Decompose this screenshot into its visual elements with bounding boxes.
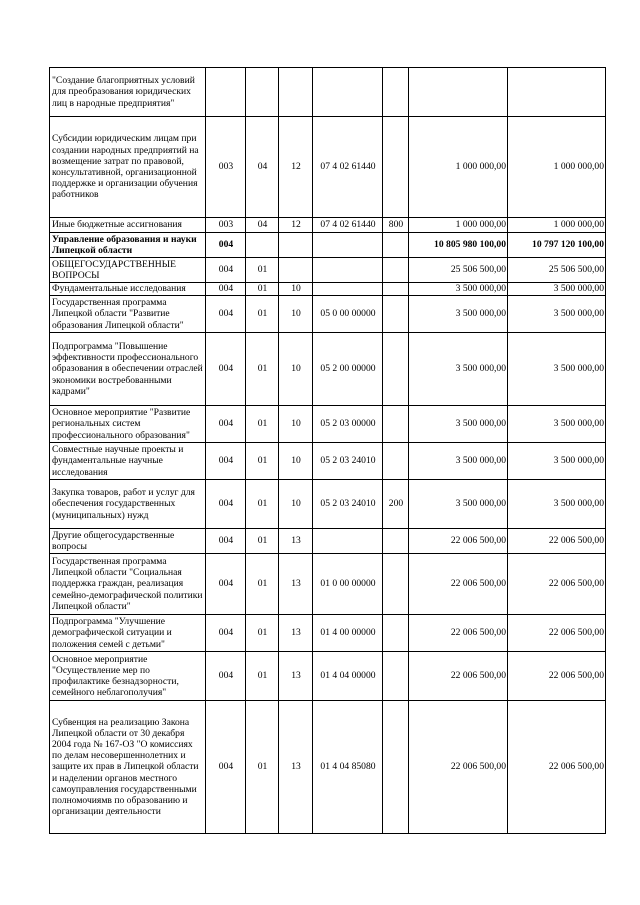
subsection-code-cell: 12 bbox=[279, 218, 313, 233]
amount-cell-1: 3 500 000,00 bbox=[409, 333, 508, 406]
amount-cell-2: 22 006 500,00 bbox=[508, 652, 606, 701]
ministry-code-cell: 004 bbox=[206, 652, 246, 701]
amount-cell-1: 22 006 500,00 bbox=[409, 554, 508, 615]
ministry-code-cell: 004 bbox=[206, 233, 246, 258]
target-article-cell: 07 4 02 61440 bbox=[313, 117, 383, 218]
subsection-code-cell: 13 bbox=[279, 652, 313, 701]
amount-cell-2: 22 006 500,00 bbox=[508, 529, 606, 554]
table-row bbox=[50, 258, 606, 283]
target-article-cell: 07 4 02 61440 bbox=[313, 218, 383, 233]
section-code-cell: 04 bbox=[246, 218, 279, 233]
target-article-cell: 05 2 00 00000 bbox=[313, 333, 383, 406]
subsection-code-cell: 12 bbox=[279, 117, 313, 218]
row-name-cell: "Создание благоприятных условий для преобразования юридических лиц в народные предприятия" bbox=[50, 68, 206, 117]
amount-cell-1: 22 006 500,00 bbox=[409, 701, 508, 834]
table-row bbox=[50, 333, 606, 406]
section-code-cell: 01 bbox=[246, 283, 279, 296]
section-code-cell: 01 bbox=[246, 615, 279, 652]
target-article-cell bbox=[313, 258, 383, 283]
amount-cell-2: 3 500 000,00 bbox=[508, 283, 606, 296]
target-article-cell: 05 2 03 24010 bbox=[313, 480, 383, 529]
target-article-cell bbox=[313, 233, 383, 258]
row-name-cell: Фундаментальные исследования bbox=[50, 283, 206, 296]
expense-type-cell bbox=[383, 701, 409, 834]
ministry-code-cell: 004 bbox=[206, 443, 246, 480]
ministry-code-cell: 003 bbox=[206, 218, 246, 233]
target-article-cell bbox=[313, 283, 383, 296]
expense-type-cell bbox=[383, 233, 409, 258]
table-row bbox=[50, 701, 606, 834]
table-row bbox=[50, 218, 606, 233]
table-row bbox=[50, 652, 606, 701]
amount-cell-1: 22 006 500,00 bbox=[409, 652, 508, 701]
target-article-cell bbox=[313, 68, 383, 117]
subsection-code-cell: 10 bbox=[279, 333, 313, 406]
section-code-cell: 01 bbox=[246, 554, 279, 615]
amount-cell-1: 1 000 000,00 bbox=[409, 117, 508, 218]
expense-type-cell bbox=[383, 283, 409, 296]
ministry-code-cell: 004 bbox=[206, 333, 246, 406]
subsection-code-cell: 13 bbox=[279, 701, 313, 834]
row-name-cell: Государственная программа Липецкой области "Развитие образования Липецкой области" bbox=[50, 296, 206, 333]
expense-type-cell bbox=[383, 529, 409, 554]
section-code-cell: 04 bbox=[246, 117, 279, 218]
ministry-code-cell: 004 bbox=[206, 529, 246, 554]
section-code-cell: 01 bbox=[246, 333, 279, 406]
table-row bbox=[50, 68, 606, 117]
row-name-cell: Другие общегосударственные вопросы bbox=[50, 529, 206, 554]
row-name-cell: Основное мероприятие "Осуществление мер по профилактике безнадзорности, семейного неблагополучия" bbox=[50, 652, 206, 701]
amount-cell-2: 22 006 500,00 bbox=[508, 701, 606, 834]
ministry-code-cell: 004 bbox=[206, 480, 246, 529]
table-row bbox=[50, 296, 606, 333]
expense-type-cell bbox=[383, 443, 409, 480]
target-article-cell: 05 2 03 00000 bbox=[313, 406, 383, 443]
section-code-cell: 01 bbox=[246, 529, 279, 554]
subsection-code-cell: 13 bbox=[279, 554, 313, 615]
amount-cell-1: 3 500 000,00 bbox=[409, 443, 508, 480]
budget-table bbox=[49, 67, 606, 834]
row-name-cell: Государственная программа Липецкой области "Социальная поддержка граждан, реализация семейно-демографической политики Липецкой области" bbox=[50, 554, 206, 615]
section-code-cell bbox=[246, 233, 279, 258]
subsection-code-cell: 10 bbox=[279, 406, 313, 443]
table-row bbox=[50, 529, 606, 554]
amount-cell-2: 10 797 120 100,00 bbox=[508, 233, 606, 258]
amount-cell-1: 3 500 000,00 bbox=[409, 406, 508, 443]
amount-cell-1: 10 805 980 100,00 bbox=[409, 233, 508, 258]
amount-cell-2: 3 500 000,00 bbox=[508, 296, 606, 333]
subsection-code-cell: 10 bbox=[279, 443, 313, 480]
section-code-cell: 01 bbox=[246, 701, 279, 834]
ministry-code-cell: 004 bbox=[206, 283, 246, 296]
amount-cell-1: 22 006 500,00 bbox=[409, 529, 508, 554]
subsection-code-cell bbox=[279, 233, 313, 258]
amount-cell-1: 3 500 000,00 bbox=[409, 283, 508, 296]
section-code-cell: 01 bbox=[246, 296, 279, 333]
section-code-cell: 01 bbox=[246, 480, 279, 529]
target-article-cell: 01 4 04 85080 bbox=[313, 701, 383, 834]
subsection-code-cell: 10 bbox=[279, 296, 313, 333]
subsection-code-cell: 13 bbox=[279, 615, 313, 652]
target-article-cell bbox=[313, 529, 383, 554]
table-row bbox=[50, 615, 606, 652]
amount-cell-2: 3 500 000,00 bbox=[508, 406, 606, 443]
row-name-cell: Закупка товаров, работ и услуг для обеспечения государственных (муниципальных) нужд bbox=[50, 480, 206, 529]
row-name-cell: Субсидии юридическим лицам при создании народных предприятий на возмещение затрат по правовой, консультативной, организационной поддержке и организации обучения работников bbox=[50, 117, 206, 218]
row-name-cell: Основное мероприятие "Развитие региональных систем профессионального образования" bbox=[50, 406, 206, 443]
budget-page bbox=[49, 67, 606, 834]
row-name-cell: Субвенция на реализацию Закона Липецкой области от 30 декабря 2004 года № 167-ОЗ "О комиссиях по делам несовершеннолетних и защите их прав в Липецкой области и наделении органов местного самоуправления государственными полномочиямв по образованию и организации деятельности bbox=[50, 701, 206, 834]
row-name-cell: Совместные научные проекты и фундаментальные научные исследования bbox=[50, 443, 206, 480]
amount-cell-1: 3 500 000,00 bbox=[409, 296, 508, 333]
budget-table-body bbox=[50, 68, 606, 834]
amount-cell-1: 3 500 000,00 bbox=[409, 480, 508, 529]
ministry-code-cell: 004 bbox=[206, 554, 246, 615]
target-article-cell: 01 4 04 00000 bbox=[313, 652, 383, 701]
amount-cell-1: 22 006 500,00 bbox=[409, 615, 508, 652]
amount-cell-2: 3 500 000,00 bbox=[508, 443, 606, 480]
section-code-cell: 01 bbox=[246, 258, 279, 283]
target-article-cell: 01 4 00 00000 bbox=[313, 615, 383, 652]
ministry-code-cell: 004 bbox=[206, 296, 246, 333]
table-row bbox=[50, 117, 606, 218]
table-row bbox=[50, 554, 606, 615]
amount-cell-2: 1 000 000,00 bbox=[508, 218, 606, 233]
amount-cell-1 bbox=[409, 68, 508, 117]
expense-type-cell bbox=[383, 333, 409, 406]
ministry-code-cell bbox=[206, 68, 246, 117]
table-row bbox=[50, 406, 606, 443]
ministry-code-cell: 004 bbox=[206, 258, 246, 283]
table-row bbox=[50, 480, 606, 529]
expense-type-cell bbox=[383, 615, 409, 652]
expense-type-cell: 200 bbox=[383, 480, 409, 529]
section-code-cell bbox=[246, 68, 279, 117]
section-code-cell: 01 bbox=[246, 652, 279, 701]
table-row bbox=[50, 233, 606, 258]
target-article-cell: 05 0 00 00000 bbox=[313, 296, 383, 333]
target-article-cell: 01 0 00 00000 bbox=[313, 554, 383, 615]
subsection-code-cell: 10 bbox=[279, 480, 313, 529]
subsection-code-cell bbox=[279, 68, 313, 117]
subsection-code-cell: 13 bbox=[279, 529, 313, 554]
section-code-cell: 01 bbox=[246, 406, 279, 443]
amount-cell-2: 22 006 500,00 bbox=[508, 554, 606, 615]
row-name-cell: ОБЩЕГОСУДАРСТВЕННЫЕ ВОПРОСЫ bbox=[50, 258, 206, 283]
expense-type-cell bbox=[383, 68, 409, 117]
expense-type-cell bbox=[383, 117, 409, 218]
table-row bbox=[50, 283, 606, 296]
expense-type-cell bbox=[383, 406, 409, 443]
row-name-cell: Иные бюджетные ассигнования bbox=[50, 218, 206, 233]
amount-cell-1: 25 506 500,00 bbox=[409, 258, 508, 283]
row-name-cell: Подпрограмма "Повышение эффективности профессионального образования в обеспечении отраслей экономики востребованными кадрами" bbox=[50, 333, 206, 406]
row-name-cell: Подпрограмма "Улучшение демографической ситуации и положения семей с детьми" bbox=[50, 615, 206, 652]
target-article-cell: 05 2 03 24010 bbox=[313, 443, 383, 480]
subsection-code-cell bbox=[279, 258, 313, 283]
amount-cell-2: 3 500 000,00 bbox=[508, 333, 606, 406]
ministry-code-cell: 004 bbox=[206, 615, 246, 652]
expense-type-cell bbox=[383, 554, 409, 615]
amount-cell-1: 1 000 000,00 bbox=[409, 218, 508, 233]
subsection-code-cell: 10 bbox=[279, 283, 313, 296]
amount-cell-2: 1 000 000,00 bbox=[508, 117, 606, 218]
ministry-code-cell: 004 bbox=[206, 406, 246, 443]
amount-cell-2: 22 006 500,00 bbox=[508, 615, 606, 652]
amount-cell-2: 3 500 000,00 bbox=[508, 480, 606, 529]
ministry-code-cell: 004 bbox=[206, 701, 246, 834]
section-code-cell: 01 bbox=[246, 443, 279, 480]
expense-type-cell bbox=[383, 652, 409, 701]
expense-type-cell: 800 bbox=[383, 218, 409, 233]
amount-cell-2: 25 506 500,00 bbox=[508, 258, 606, 283]
ministry-code-cell: 003 bbox=[206, 117, 246, 218]
expense-type-cell bbox=[383, 258, 409, 283]
amount-cell-2 bbox=[508, 68, 606, 117]
row-name-cell: Управление образования и науки Липецкой области bbox=[50, 233, 206, 258]
expense-type-cell bbox=[383, 296, 409, 333]
table-row bbox=[50, 443, 606, 480]
